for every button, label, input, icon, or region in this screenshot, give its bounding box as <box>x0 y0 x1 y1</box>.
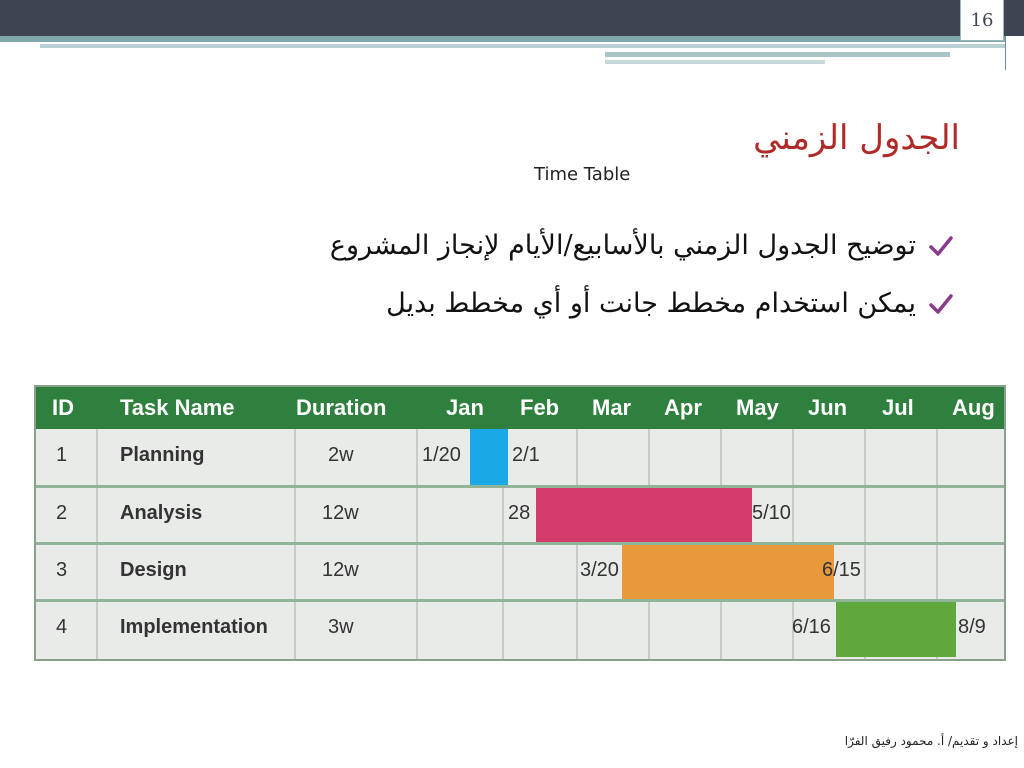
gantt-bar-planning <box>470 429 508 485</box>
bullet-item <box>194 282 954 326</box>
task-id: 2 <box>56 501 68 524</box>
slide-number: 16 <box>960 0 1004 41</box>
slide-subtitle: Time Table <box>534 164 631 185</box>
task-id: 3 <box>56 558 68 581</box>
footer-credit: إعداد و تقديم/ أ. محمود رفيق الفرّا <box>844 734 1018 748</box>
bullet-list <box>194 224 954 340</box>
checkmark-icon <box>928 291 954 317</box>
header-mar: Mar <box>592 395 632 420</box>
gantt-header <box>36 387 1004 429</box>
row-separator <box>36 599 1004 602</box>
task-start-date: 28 <box>508 501 531 524</box>
top-stripe <box>605 52 950 57</box>
bullet-text: توضيح الجدول الزمني بالأسابيع/الأيام لإنجاز المشروع <box>329 230 916 261</box>
header-apr: Apr <box>664 395 702 420</box>
row-separator <box>36 485 1004 488</box>
header-jun: Jun <box>808 395 848 420</box>
task-end-date: 2/1 <box>512 443 540 466</box>
slide-title: الجدول الزمني <box>753 118 960 158</box>
task-id: 1 <box>56 443 68 466</box>
task-end-date: 5/10 <box>752 501 791 524</box>
header-duration: Duration <box>296 395 387 420</box>
decorative-line <box>1005 36 1006 70</box>
top-stripe <box>40 44 1005 48</box>
bullet-text: يمكن استخدام مخطط جانت أو أي مخطط بديل <box>386 288 916 319</box>
task-name: Implementation <box>120 615 268 638</box>
row-separator <box>36 542 1004 545</box>
task-end-date: 8/9 <box>958 615 986 638</box>
top-bar <box>0 0 1024 36</box>
header-id: ID <box>52 395 74 420</box>
header-feb: Feb <box>520 395 560 420</box>
bullet-item <box>194 224 954 268</box>
header-aug: Aug <box>952 395 995 420</box>
task-id: 4 <box>56 615 68 638</box>
gantt-bar-analysis <box>536 487 752 543</box>
header-jul: Jul <box>882 395 914 420</box>
task-name: Design <box>120 558 187 581</box>
header-may: May <box>736 395 779 420</box>
task-name: Planning <box>120 443 205 466</box>
task-name: Analysis <box>120 501 203 524</box>
header-jan: Jan <box>446 395 484 420</box>
task-start-date: 3/20 <box>580 558 619 581</box>
top-stripe <box>605 60 825 64</box>
header-task-name: Task Name <box>120 395 235 420</box>
top-stripe <box>0 36 1005 42</box>
gantt-bar-design <box>622 545 834 601</box>
task-duration: 12w <box>322 501 359 524</box>
task-duration: 3w <box>328 615 354 638</box>
gantt-bar-implementation <box>836 601 956 657</box>
task-duration: 2w <box>328 443 354 466</box>
gantt-chart <box>34 385 1006 661</box>
task-start-date: 6/16 <box>792 615 831 638</box>
task-end-date: 6/15 <box>822 558 861 581</box>
task-start-date: 1/20 <box>422 443 461 466</box>
checkmark-icon <box>928 233 954 259</box>
task-duration: 12w <box>322 558 359 581</box>
